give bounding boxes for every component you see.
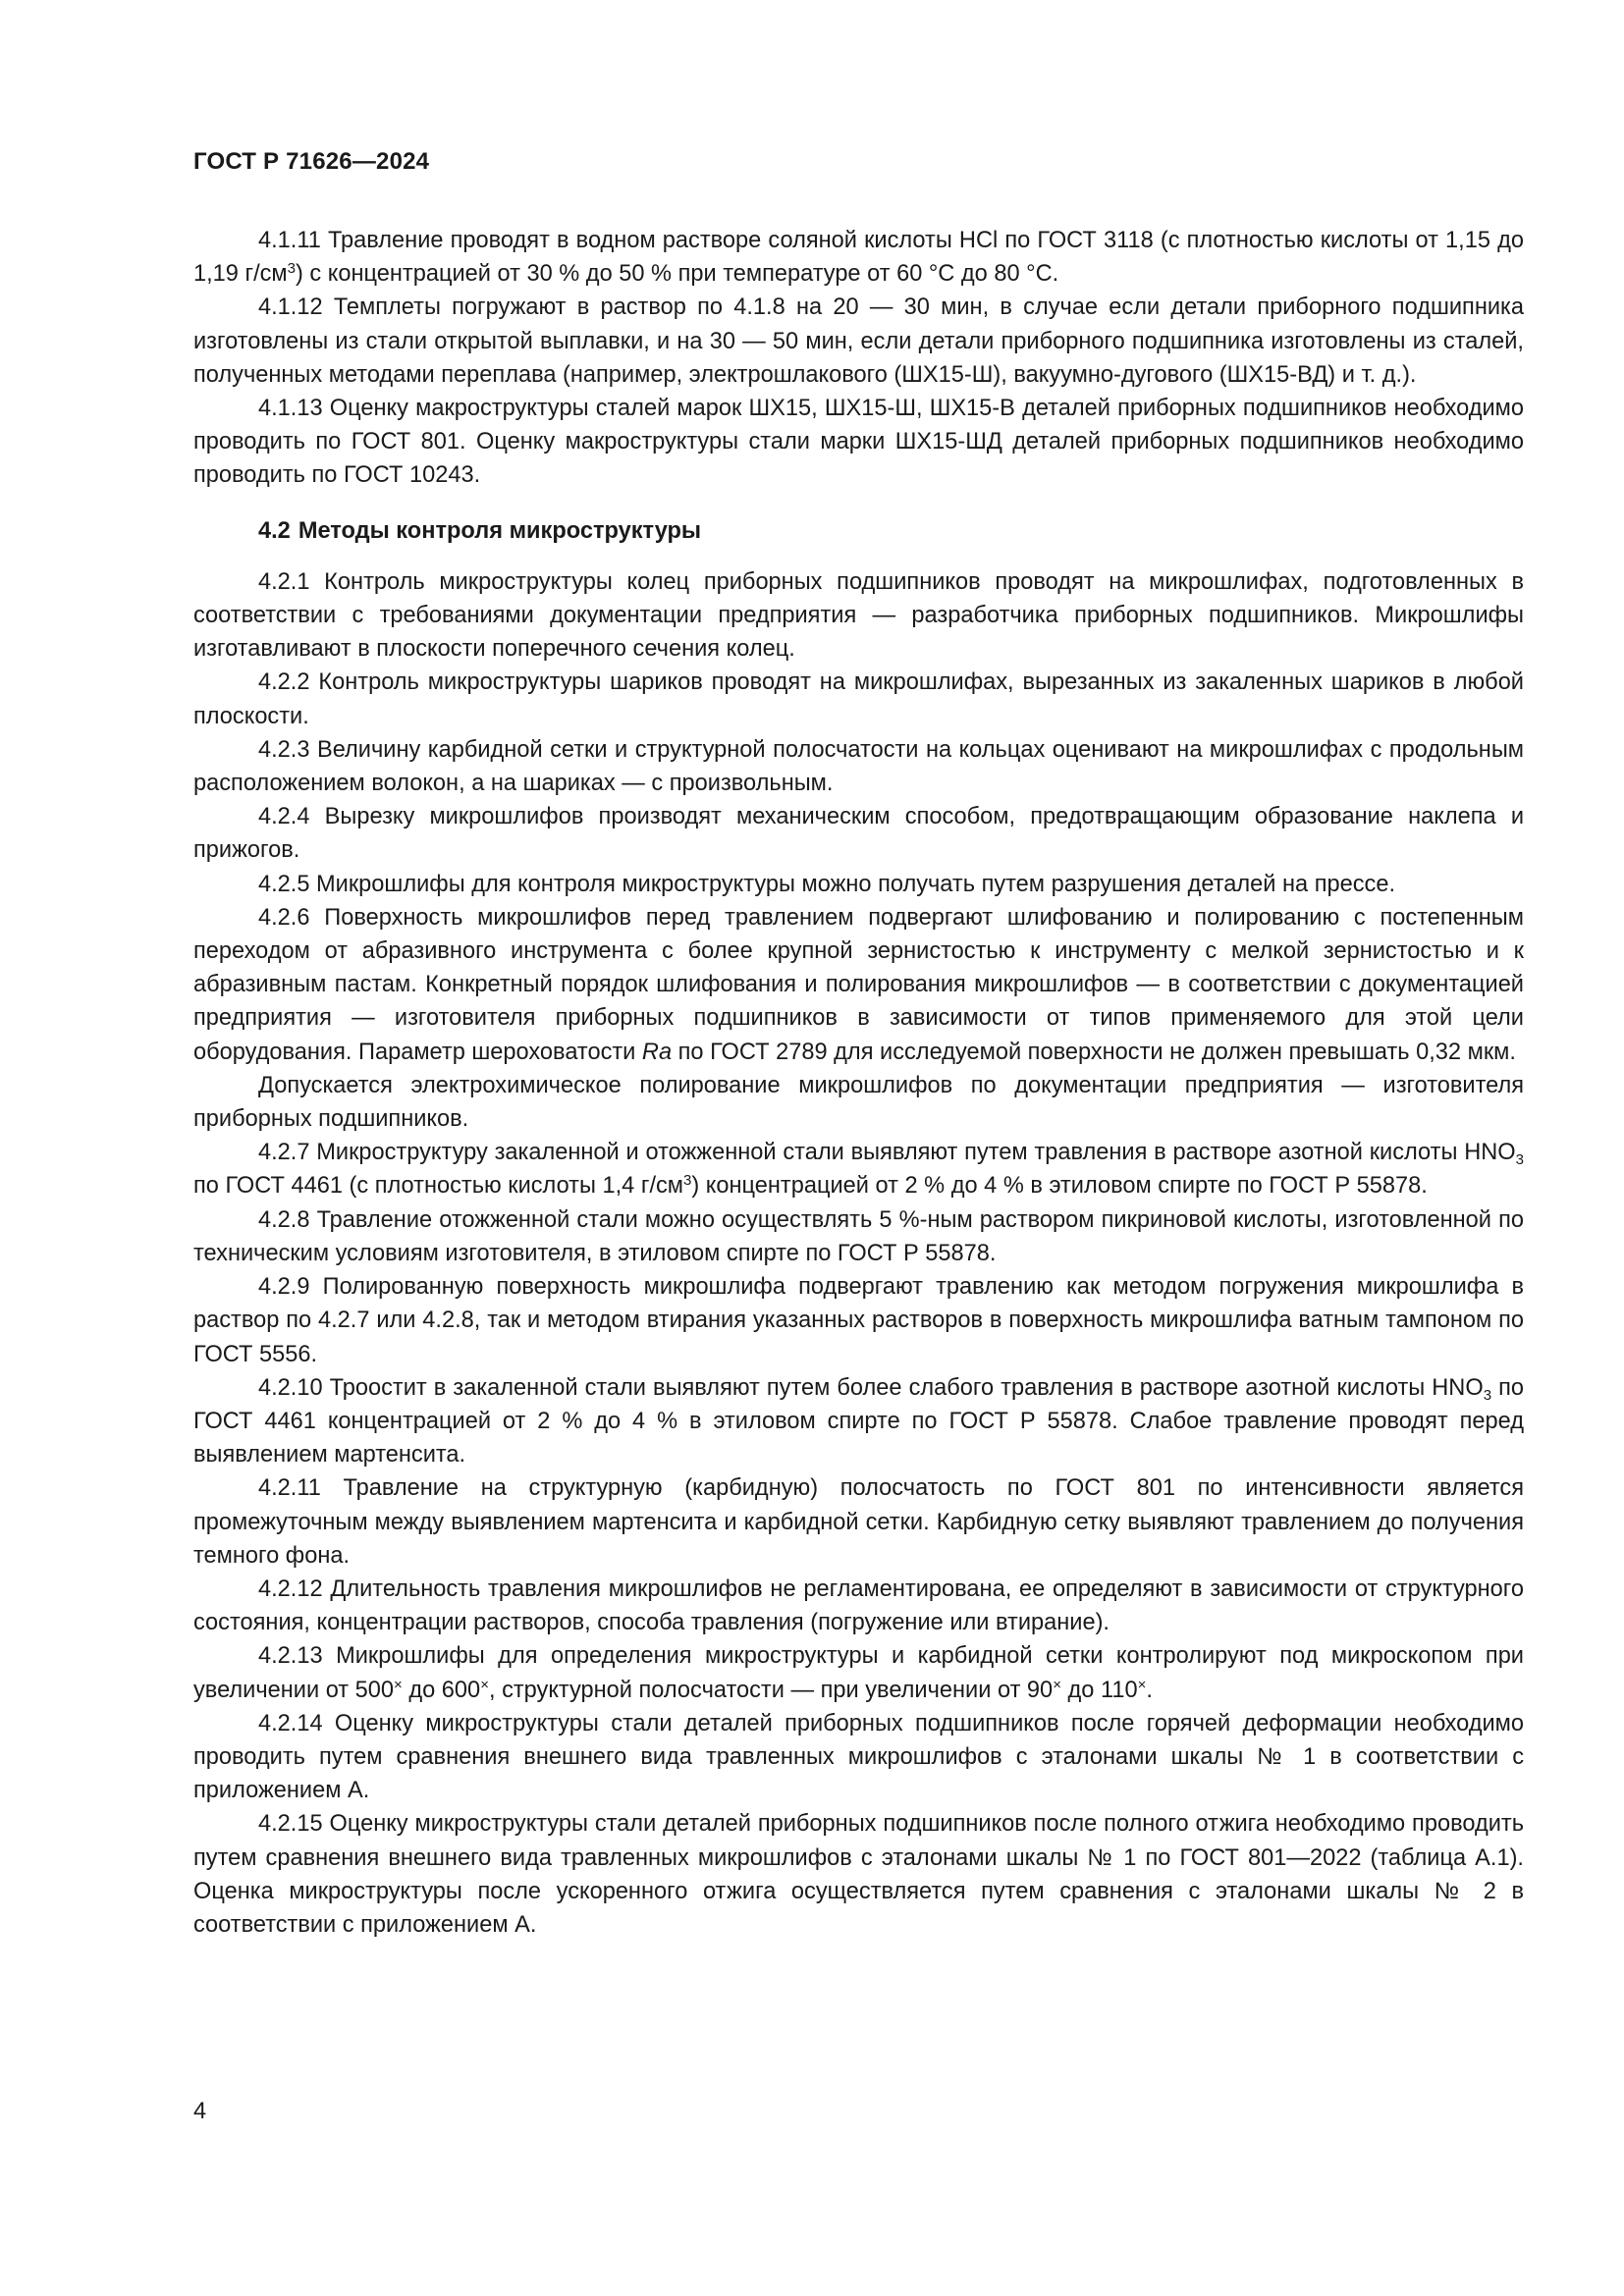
document-body [193,224,1524,1942]
paragraph-4-2-9: 4.2.9 Полированную поверхность микрошлифа подвергают травлению как методом погружения микрошлифа в раствор по 4.2.7 или 4.2.8, так и методом втирания указанных растворов в поверхность микрошлифа ватным тампоном по ГОСТ 5556. [193,1274,1524,1367]
paragraph-4-1-12: 4.1.12 Темплеты погружают в раствор по 4.1.8 на 20 — 30 мин, в случае если детали приборного подшипника изготовлены из стали открытой выплавки, и на 30 — 50 мин, если детали приборного подшипника изготовлены из сталей, полученных методами переплава (например, электрошлакового (ШХ15-Ш), вакуумно-дугового (ШХ15-ВД) и т. д.). [193,294,1524,388]
paragraph-4-2-4: 4.2.4 Вырезку микрошлифов производят механическим способом, предотвращающим образование наклепа и прижогов. [193,804,1524,864]
paragraph-4-2-7: 4.2.7 Микроструктуру закаленной и отожженной стали выявляют путем травления в растворе азотной кислоты $HNO_3$ по ГОСТ 4461 (с плотностью кислоты 1,4 $г/см^3$) концентрацией от 2 % до 4 % в этиловом спирте по ГОСТ Р 55878. [193,1140,1524,1200]
paragraph-4-1-13: 4.1.13 Оценку макроструктуры сталей марок ШХ15, ШХ15-Ш, ШХ15-В деталей приборных подшипников необходимо проводить по ГОСТ 801. Оценку макроструктуры стали марки ШХ15-ШД деталей приборных подшипников необходимо проводить по ГОСТ 10243. [193,396,1524,489]
document-header: ГОСТ Р 71626—2024 [193,148,430,175]
paragraph-4-2-12: 4.2.12 Длительность травления микрошлифов не регламентирована, ее определяют в зависимости от структурного состояния, концентрации растворов, способа травления (погружение или втирание). [193,1575,1524,1636]
paragraph-4-2-1: 4.2.1 Контроль микроструктуры колец приборных подшипников проводят на микрошлифах, подготовленных в соответствии с требованиями документации предприятия — разработчика приборных подшипников. Микрошлифы изготавливают в плоскости поперечного сечения колец. [193,568,1524,663]
paragraph-4-2-10: 4.2.10 Троостит в закаленной стали выявляют путем более слабого травления в растворе азотной кислоты $HNO_3$ по ГОСТ 4461 концентрацией от 2 % до 4 % в этиловом спирте по ГОСТ Р 55878. Слабое травление проводят перед выявлением мартенсита. [193,1374,1525,1468]
paragraph-4-2-5: 4.2.5 Микрошлифы для контроля микроструктуры можно получать путем разрушения деталей на прессе. [258,871,1396,897]
paragraph-4-2-14: 4.2.14 Оценку микроструктуры стали деталей приборных подшипников после горячей деформации необходимо проводить путем сравнения внешнего вида травленных микрошлифов с эталонами шкалы № 1 в соответствии с приложением А. [193,1710,1524,1804]
paragraph-4-2-11: 4.2.11 Травление на структурную (карбидную) полосчатость по ГОСТ 801 по интенсивности является промежуточным между выявлением мартенсита и карбидной сетки. Карбидную сетку выявляют травлением до получения темного фона. [193,1475,1524,1569]
paragraph-4-2-8: 4.2.8 Травление отожженной стали можно осуществлять 5 %-ным раствором пикриновой кислоты, изготовленной по техническим условиям изготовителя, в этиловом спирте по ГОСТ Р 55878. [193,1206,1524,1266]
page-number: 4 [193,2099,207,2124]
section-heading-4-2: 4.2 Методы контроля микроструктуры [258,517,702,544]
paragraph-4-2-13: 4.2.13 Микрошлифы для определения микроструктуры и карбидной сетки контролируют под микроскопом при увеличении от 500× до 600×, структурной полосчатости — при увеличении от 90× до 110×. [193,1643,1524,1703]
paragraph-4-2-15: 4.2.15 Оценку микроструктуры стали деталей приборных подшипников после полного отжига необходимо проводить путем сравнения внешнего вида травленных микрошлифов с эталонами шкалы № 1 по ГОСТ 801—2022 (таблица А.1). Оценка микроструктуры после ускоренного отжига осуществляется путем сравнения с эталонами шкалы № 2 в соответствии с приложением А. [193,1811,1524,1938]
paragraph-4-2-2: 4.2.2 Контроль микроструктуры шариков проводят на микрошлифах, вырезанных из закаленных шариков в любой плоскости. [193,669,1524,729]
paragraph-4-1-11: 4.1.11 Травление проводят в водном растворе соляной кислоты HCl по ГОСТ 3118 (с плотностью кислоты от 1,15 до 1,19 $г/см^3$) с концентрацией от 30 % до 50 % при температуре от 60 °С до 80 °С. [193,228,1524,288]
paragraph-4-2-6-note: Допускается электрохимическое полирование микрошлифов по документации предприятия — изготовителя приборных подшипников. [193,1072,1524,1133]
paragraph-4-2-6: 4.2.6 Поверхность микрошлифов перед травлением подвергают шлифованию и полированию с постепенным переходом от абразивного инструмента с более крупной зернистостью к инструменту с мелкой зернистостью и к абразивным пастам. Конкретный порядок шлифования и полирования микрошлифов — в соответствии с документацией предприятия — изготовителя приборных подшипников в зависимости от типов применяемого для этой цели оборудования. Параметр шероховатости Ra по ГОСТ 2789 для исследуемой поверхности не должен превышать 0,32 мкм. [193,904,1524,1065]
paragraph-4-2-3: 4.2.3 Величину карбидной сетки и структурной полосчатости на кольцах оценивают на микрошлифах с продольным расположением волокон, а на шариках — с произвольным. [193,736,1524,797]
